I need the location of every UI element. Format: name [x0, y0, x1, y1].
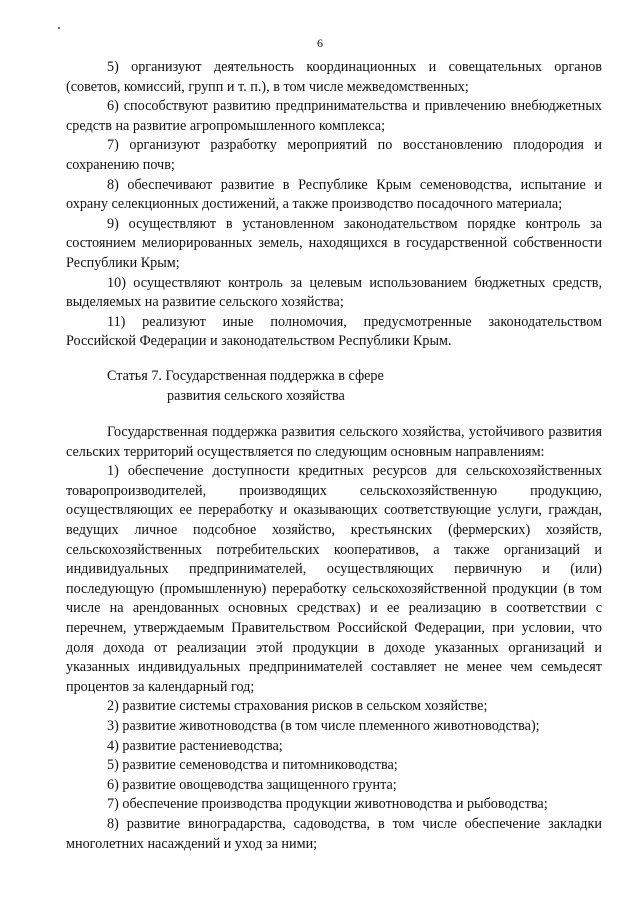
list-item: 6) развитие овощеводства защищенного грунта; — [107, 776, 397, 793]
list-item: 9) осуществляют в установленном законодательством порядке контроль за состоянием мелиорированных земель, находящихся в государственной собственности Республики Крым; — [66, 215, 602, 271]
list-item: 11) реализуют иные полномочия, предусмотренные законодательством Российской Федерации и законодательством Республики Крым. — [66, 313, 602, 350]
list-item: 2) развитие системы страхования рисков в сельском хозяйстве; — [107, 698, 488, 715]
list-item: 10) осуществляют контроль за целевым использованием бюджетных средств, выделяемых на развитие сельского хозяйства; — [66, 274, 602, 311]
article-title-line1: Статья 7. Государственная поддержка в сфере — [107, 367, 384, 384]
article-title-line2: развития сельского хозяйства — [167, 387, 345, 404]
list-item: 1) обеспечение доступности кредитных ресурсов для сельскохозяйственных товаропроизводителей, производящих сельскохозяйственную продукцию, осуществляющих ее переработку и оказывающих соответствующие услуги, граждан, ведущих личное подсобное хозяйство, крестьянских (фермерских) хозяйств, сельскохозяйственных потребительских кооперативов, а также организаций и индивидуальных предпринимателей, осуществляющих первичную и (или) последующую (промышленную) переработку сельскохозяйственной продукции (в том числе на арендованных основных средствах) и ее реализацию в соответствии с перечнем, утверждаемым Правительством Российской Федерации, при условии, что доля дохода от реализации этой продукции в доходе указанных организаций и указанных индивидуальных предпринимателей составляет не менее чем семьдесят процентов за календарный год; — [66, 463, 602, 695]
document-body — [66, 58, 602, 854]
article-heading — [66, 367, 602, 406]
page-number: 6 — [317, 36, 323, 50]
list-item: 8) развитие виноградарства, садоводства, в том числе обеспечение закладки многолетних насаждений и уход за ними; — [66, 815, 602, 852]
list-item: 7) обеспечение производства продукции животноводства и рыбоводства; — [107, 796, 548, 813]
list-item: 5) организуют деятельность координационных и совещательных органов (советов, комиссий, групп и т. п.), в том числе межведомственных; — [66, 59, 602, 95]
list-item: 7) организуют разработку мероприятий по восстановлению плодородия и сохранению почв; — [66, 137, 602, 173]
list-item: 5) развитие семеноводства и питомниководства; — [107, 757, 398, 774]
list-item: 6) способствуют развитию предпринимательства и привлечению внебюджетных средств на развитие агропромышленного комплекса; — [66, 98, 602, 134]
list-item: 8) обеспечивают развитие в Республике Крым семеноводства, испытание и охрану селекционных достижений, а также производство посадочного материала; — [66, 176, 602, 213]
list-item: 3) развитие животноводства (в том числе племенного животноводства); — [107, 718, 540, 734]
scan-speck — [58, 27, 60, 29]
article-intro: Государственная поддержка развития сельского хозяйства, устойчивого развития сельских территорий осуществляется по следующим основным направлениям: — [66, 424, 602, 460]
list-item: 4) развитие растениеводства; — [107, 737, 283, 754]
